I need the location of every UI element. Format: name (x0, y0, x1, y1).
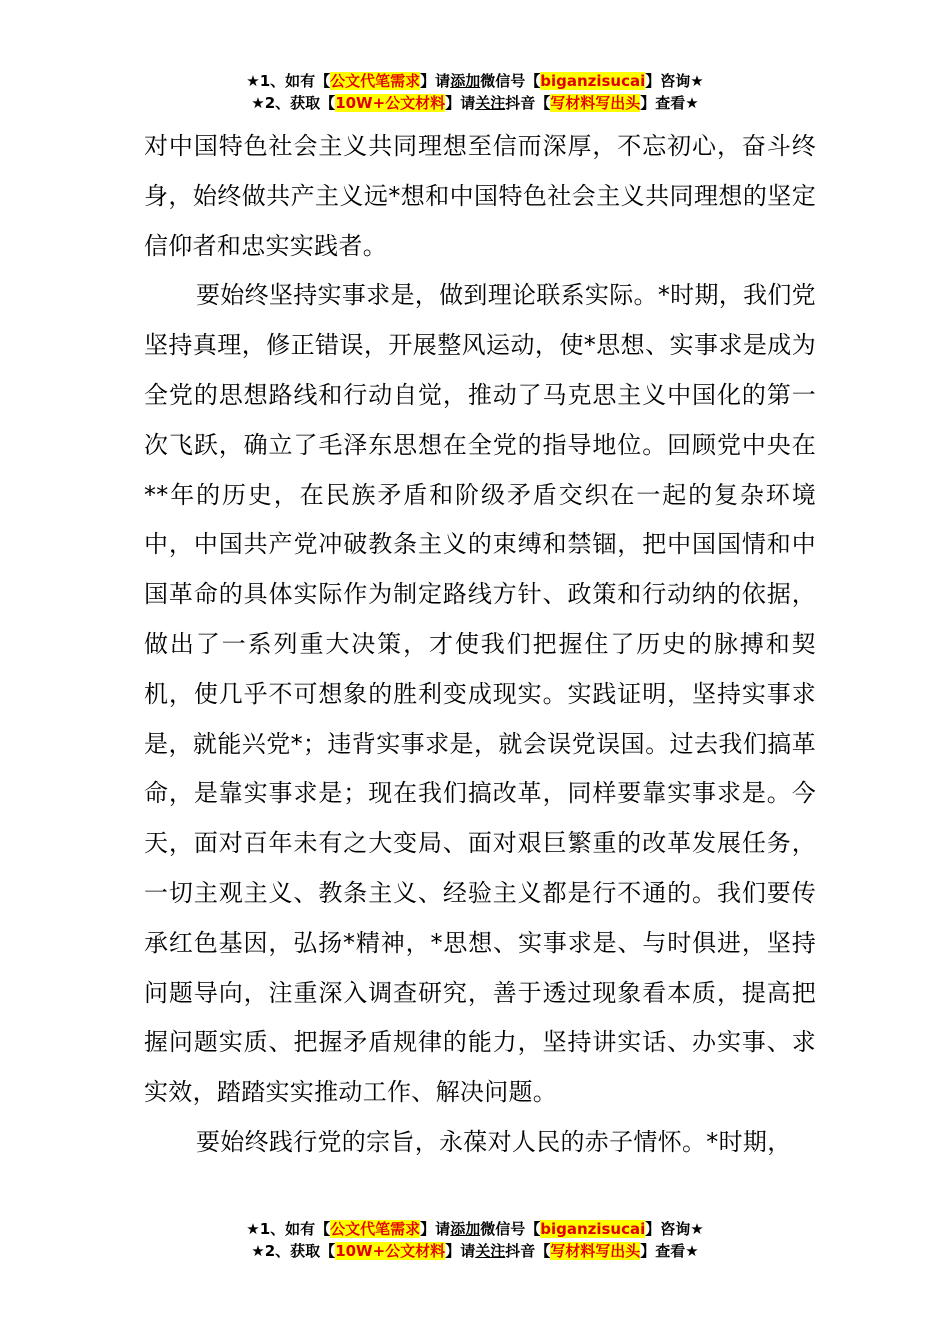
banner-emphasis: 添加 (450, 72, 481, 90)
document-body (144, 122, 816, 1168)
banner-line-1 (0, 1218, 950, 1240)
banner-highlight: 公文代笔需求 (330, 72, 421, 90)
banner-highlight: 公文代笔需求 (330, 1220, 421, 1238)
banner-highlight: biganzisucai (540, 1220, 646, 1238)
banner-text: 】请 (445, 1242, 476, 1260)
banner-highlight: 写材料写出头 (550, 1242, 641, 1260)
banner-highlight: 10W+公文材料 (335, 1242, 446, 1260)
banner-text: ★1、如有【 (246, 1220, 331, 1238)
banner-line-2 (0, 1240, 950, 1262)
banner-text: 】查看★ (640, 94, 699, 112)
banner-text: 抖音【 (505, 1242, 551, 1260)
banner-line-2 (0, 92, 950, 114)
banner-text: 抖音【 (505, 94, 551, 112)
banner-highlight: biganzisucai (540, 72, 646, 90)
banner-emphasis: 添加 (450, 1220, 481, 1238)
banner-emphasis: 关注 (475, 1242, 506, 1260)
banner-text: 】请 (445, 94, 476, 112)
banner-emphasis: 关注 (475, 94, 506, 112)
banner-text: ★1、如有【 (246, 72, 331, 90)
banner-text: ★2、获取【 (251, 1242, 336, 1260)
banner-text: ★2、获取【 (251, 94, 336, 112)
banner-text: 】请 (420, 72, 451, 90)
banner-text: 微信号【 (480, 1220, 541, 1238)
paragraph-party-purpose: 要始终践行党的宗旨，永葆对人民的赤子情怀。*时期， (196, 1127, 792, 1156)
banner-highlight: 10W+公文材料 (335, 94, 446, 112)
footer-banner (0, 1218, 950, 1262)
banner-line-1 (0, 70, 950, 92)
banner-text: 】查看★ (640, 1242, 699, 1260)
paragraph-continuation: 对中国特色社会主义共同理想至信而深厚，不忘初心，奋斗终身，始终做共产主义远*想和中国特色社会主义共同理想的坚定信仰者和忠实实践者。 (144, 132, 816, 260)
banner-highlight: 写材料写出头 (550, 94, 641, 112)
banner-text: 】咨询★ (645, 72, 704, 90)
header-banner (0, 70, 950, 114)
banner-text: 】请 (420, 1220, 451, 1238)
paragraph-seek-truth: 要始终坚持实事求是，做到理论联系实际。*时期，我们党坚持真理，修正错误，开展整风运动，使*思想、实事求是成为全党的思想路线和行动自觉，推动了马克思主义中国化的第一次飞跃，确立了毛泽东思想在全党的指导地位。回顾党中央在**年的历史，在民族矛盾和阶级矛盾交织在一起的复杂环境中，中国共产党冲破教条主义的束缚和禁锢，把中国国情和中国革命的具体实际作为制定路线方针、政策和行动纳的依据，做出了一系列重大决策，才使我们把握住了历史的脉搏和契机，使几乎不可想象的胜利变成现实。实践证明，坚持实事求是，就能兴党*；违背实事求是，就会误党误国。过去我们搞革命，是靠实事求是；现在我们搞改革，同样要靠实事求是。今天，面对百年未有之大变局、面对艰巨繁重的改革发展任务，一切主观主义、教条主义、经验主义都是行不通的。我们要传承红色基因，弘扬*精神，*思想、实事求是、与时俱进，坚持问题导向，注重深入调查研究，善于透过现象看本质，提高把握问题实质、把握矛盾规律的能力，坚持讲实话、办实事、求实效，踏踏实实推动工作、解决问题。 (144, 281, 816, 1107)
banner-text: 微信号【 (480, 72, 541, 90)
banner-text: 】咨询★ (645, 1220, 704, 1238)
